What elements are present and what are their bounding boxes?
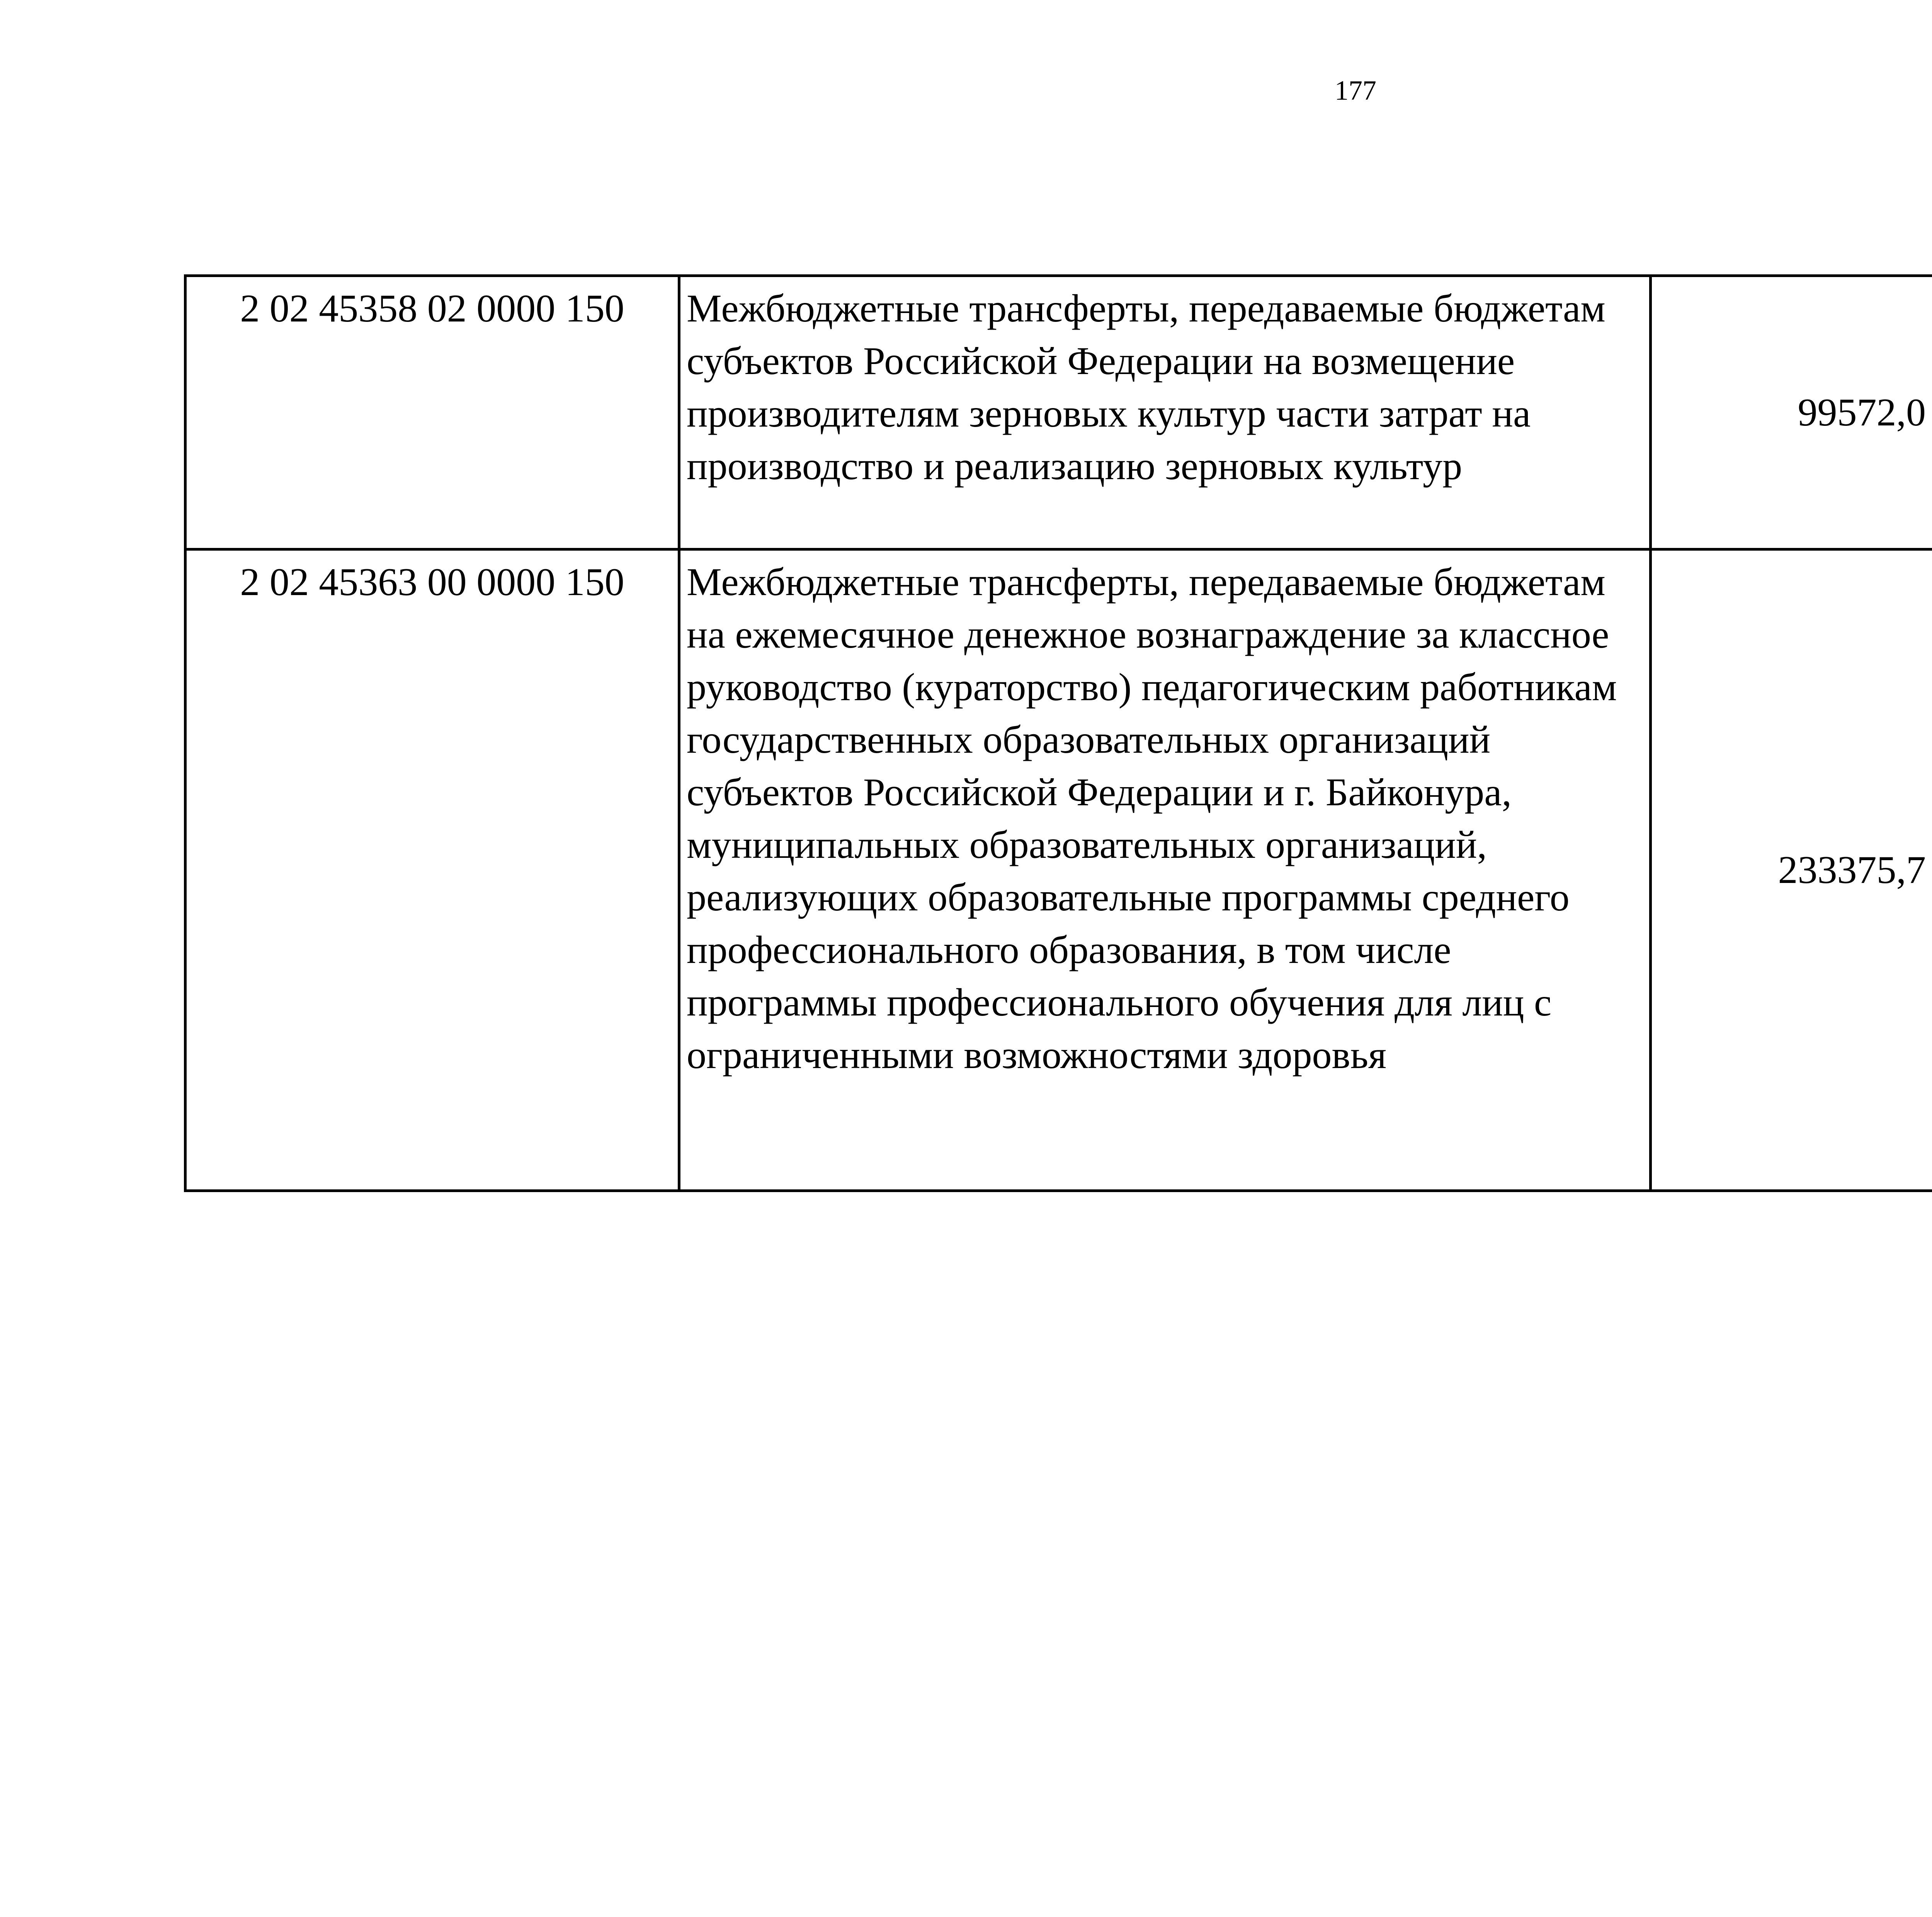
table-row (185, 276, 1932, 549)
budget-table (184, 274, 1932, 1192)
classification-code-cell: 2 02 45358 02 0000 150 (185, 276, 679, 549)
table-row (185, 549, 1932, 1191)
amount-cell-1: 99572,0 (1651, 276, 1932, 549)
classification-code-cell: 2 02 45363 00 0000 150 (185, 549, 679, 1191)
amount-cell-1: 233375,7 (1651, 549, 1932, 1191)
description-cell: Межбюджетные трансферты, передаваемые бюджетам на ежемесячное денежное вознаграждение за классное руководство (кураторство) педагогическим работникам государственных образовательных организаций субъектов Российской Федерации и г. Байконура, муниципальных образовательных организаций, реализующих образовательные программы среднего профессионального образования, в том числе программы профессионального обучения для лиц с ограниченными возможностями здоровья (679, 549, 1651, 1191)
page-number: 177 (1335, 75, 1376, 106)
description-cell: Межбюджетные трансферты, передаваемые бюджетам субъектов Российской Федерации на возмещение производителям зерновых культур части затрат на производство и реализацию зерновых культур (679, 276, 1651, 549)
